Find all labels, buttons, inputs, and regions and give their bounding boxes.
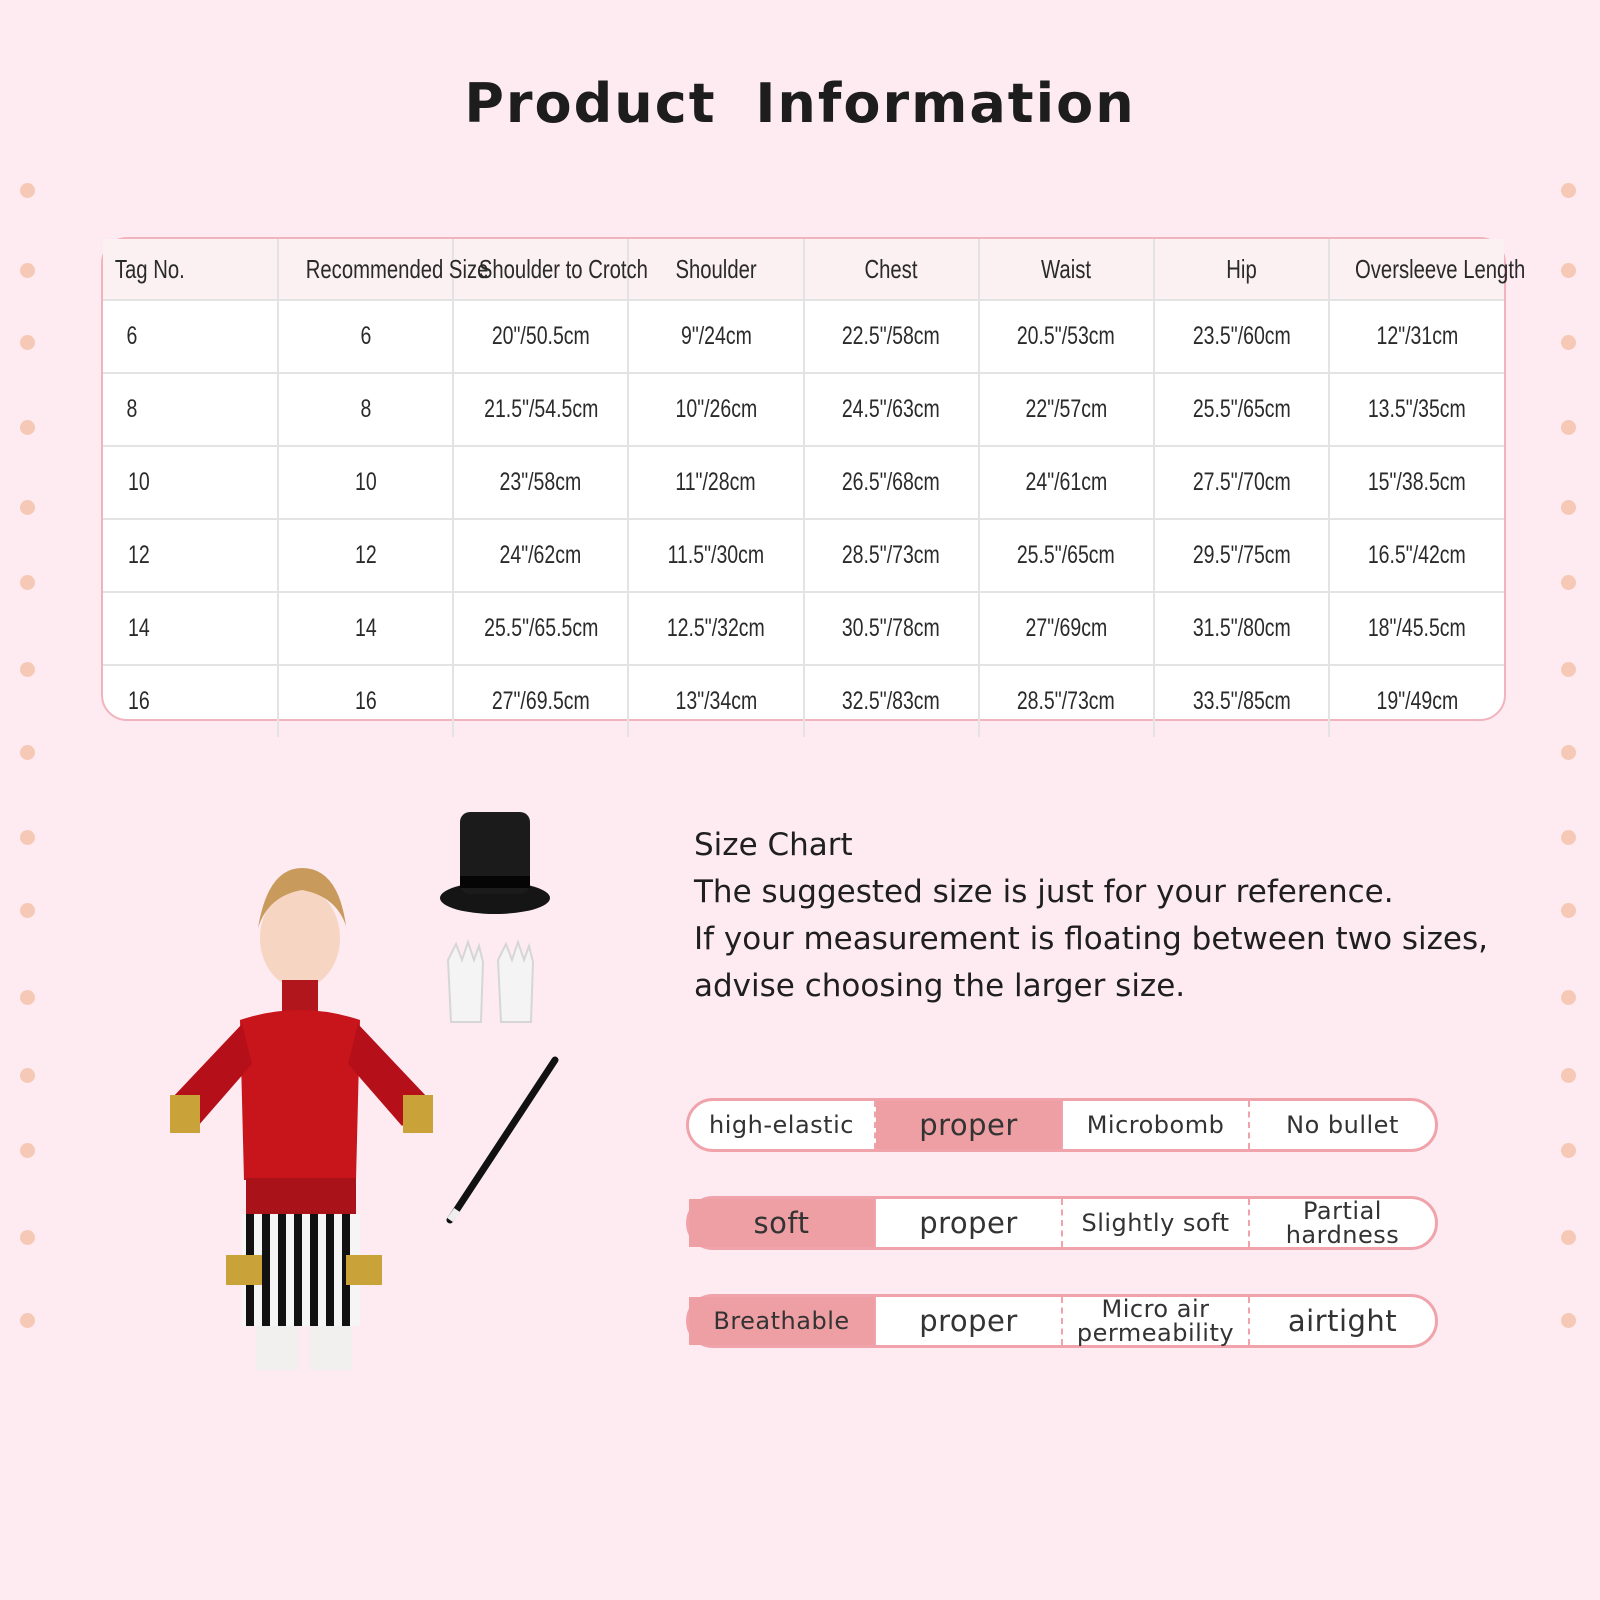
table-cell: 14 (278, 592, 453, 665)
table-cell: 22"/57cm (979, 373, 1154, 446)
elasticity-option-2: proper (876, 1101, 1063, 1149)
table-cell: 16.5"/42cm (1329, 519, 1504, 592)
decorative-dot (20, 335, 35, 350)
table-cell: 8 (278, 373, 453, 446)
table-cell: 27.5"/70cm (1154, 446, 1329, 519)
note-line-2: If your measurement is floating between two sizes, (694, 921, 1488, 957)
table-cell: 20.5"/53cm (979, 300, 1154, 373)
softness-option-1: soft (689, 1199, 876, 1247)
table-cell: 20"/50.5cm (453, 300, 628, 373)
table-cell: 13.5"/35cm (1329, 373, 1504, 446)
decorative-dot (1561, 183, 1576, 198)
decorative-dot (20, 500, 35, 515)
table-cell: 11"/28cm (628, 446, 803, 519)
table-cell: 15"/38.5cm (1329, 446, 1504, 519)
note-heading: Size Chart (694, 827, 853, 863)
table-cell: 9"/24cm (628, 300, 803, 373)
decorative-dot (1561, 990, 1576, 1005)
elasticity-option-4: No bullet (1286, 1111, 1399, 1139)
header-tag-no: Tag No. (103, 239, 278, 300)
softness-option-3: Slightly soft (1063, 1199, 1250, 1247)
decorative-dot (20, 990, 35, 1005)
table-cell: 14 (103, 592, 278, 665)
header-waist: Waist (979, 239, 1154, 300)
elasticity-scale (686, 1098, 1438, 1152)
decorative-dot (20, 903, 35, 918)
softness-option-2: proper (876, 1199, 1063, 1247)
gloves-icon (448, 942, 533, 1022)
table-row (103, 592, 1504, 665)
table-row (103, 519, 1504, 592)
top-hat-icon (440, 812, 550, 914)
table-cell: 13"/34cm (628, 665, 803, 737)
decorative-dot (1561, 263, 1576, 278)
header-chest: Chest (804, 239, 979, 300)
elasticity-option-1: high-elastic (689, 1101, 876, 1149)
decorative-dot (1561, 420, 1576, 435)
table-cell: 23.5"/60cm (1154, 300, 1329, 373)
decorative-dot (20, 420, 35, 435)
table-cell: 23"/58cm (453, 446, 628, 519)
note-line-1: The suggested size is just for your reference. (694, 874, 1394, 910)
decorative-dots-left (20, 0, 40, 1600)
table-cell: 28.5"/73cm (804, 519, 979, 592)
decorative-dot (20, 745, 35, 760)
table-cell: 30.5"/78cm (804, 592, 979, 665)
decorative-dot (20, 662, 35, 677)
table-cell: 18"/45.5cm (1329, 592, 1504, 665)
table-cell: 11.5"/30cm (628, 519, 803, 592)
cane-icon (450, 1060, 555, 1220)
decorative-dot (20, 1068, 35, 1083)
table-cell: 16 (103, 665, 278, 737)
softness-option-4: Partial hardness (1285, 1197, 1400, 1249)
header-recommended-size: Recommended Size (278, 239, 453, 300)
decorative-dot (1561, 1068, 1576, 1083)
table-cell: 27"/69cm (979, 592, 1154, 665)
table-cell: 21.5"/54.5cm (453, 373, 628, 446)
model-figure (170, 868, 433, 1370)
decorative-dot (1561, 1313, 1576, 1328)
table-cell: 26.5"/68cm (804, 446, 979, 519)
decorative-dot (1561, 903, 1576, 918)
table-row (103, 373, 1504, 446)
breathability-option-4: airtight (1287, 1304, 1398, 1338)
decorative-dot (20, 263, 35, 278)
table-cell: 12"/31cm (1329, 300, 1504, 373)
table-cell: 25.5"/65cm (1154, 373, 1329, 446)
decorative-dot (1561, 575, 1576, 590)
table-row (103, 446, 1504, 519)
decorative-dots-right (1561, 0, 1581, 1600)
decorative-dot (20, 183, 35, 198)
note-line-3: advise choosing the larger size. (694, 968, 1186, 1004)
table-row (103, 665, 1504, 737)
elasticity-option-3: Microbomb (1063, 1101, 1250, 1149)
table-cell: 32.5"/83cm (804, 665, 979, 737)
table-cell: 22.5"/58cm (804, 300, 979, 373)
table-cell: 12.5"/32cm (628, 592, 803, 665)
table-cell: 10 (278, 446, 453, 519)
header-oversleeve-length: Oversleeve Length (1329, 239, 1504, 300)
decorative-dot (1561, 1230, 1576, 1245)
header-shoulder-to-crotch: Shoulder to Crotch (453, 239, 628, 300)
decorative-dot (1561, 662, 1576, 677)
header-shoulder: Shoulder (628, 239, 803, 300)
table-cell: 12 (278, 519, 453, 592)
decorative-dot (20, 1313, 35, 1328)
breathability-option-1: Breathable (689, 1297, 876, 1345)
decorative-dot (1561, 500, 1576, 515)
breathability-option-2: proper (876, 1297, 1063, 1345)
decorative-dot (1561, 830, 1576, 845)
decorative-dot (1561, 335, 1576, 350)
table-cell: 10 (103, 446, 278, 519)
table-cell: 29.5"/75cm (1154, 519, 1329, 592)
breathability-scale (686, 1294, 1438, 1348)
table-cell: 25.5"/65.5cm (453, 592, 628, 665)
page-title: Product Information (464, 72, 1136, 135)
table-cell: 27"/69.5cm (453, 665, 628, 737)
table-cell: 10"/26cm (628, 373, 803, 446)
table-cell: 6 (278, 300, 453, 373)
breathability-option-3: Micro air permeability (1063, 1297, 1250, 1345)
decorative-dot (20, 1230, 35, 1245)
table-cell: 28.5"/73cm (979, 665, 1154, 737)
table-cell: 19"/49cm (1376, 687, 1458, 715)
decorative-dot (20, 830, 35, 845)
table-cell: 6 (103, 300, 278, 373)
decorative-dot (20, 1143, 35, 1158)
table-cell: 33.5"/85cm (1154, 665, 1329, 737)
table-cell: 24"/62cm (453, 519, 628, 592)
table-cell: 25.5"/65cm (979, 519, 1154, 592)
size-table (101, 237, 1526, 721)
table-cell: 12 (103, 519, 278, 592)
table-row (103, 300, 1504, 373)
table-cell: 24.5"/63cm (804, 373, 979, 446)
table-cell: 24"/61cm (979, 446, 1154, 519)
decorative-dot (20, 575, 35, 590)
softness-scale (686, 1196, 1438, 1250)
table-cell: 16 (278, 665, 453, 737)
header-hip: Hip (1154, 239, 1329, 300)
decorative-dot (1561, 745, 1576, 760)
table-cell: 31.5"/80cm (1154, 592, 1329, 665)
decorative-dot (1561, 1143, 1576, 1158)
costume-illustration (150, 810, 580, 1370)
table-cell: 8 (103, 373, 278, 446)
size-chart-note (694, 822, 1494, 1010)
table-header-row (103, 239, 1504, 300)
